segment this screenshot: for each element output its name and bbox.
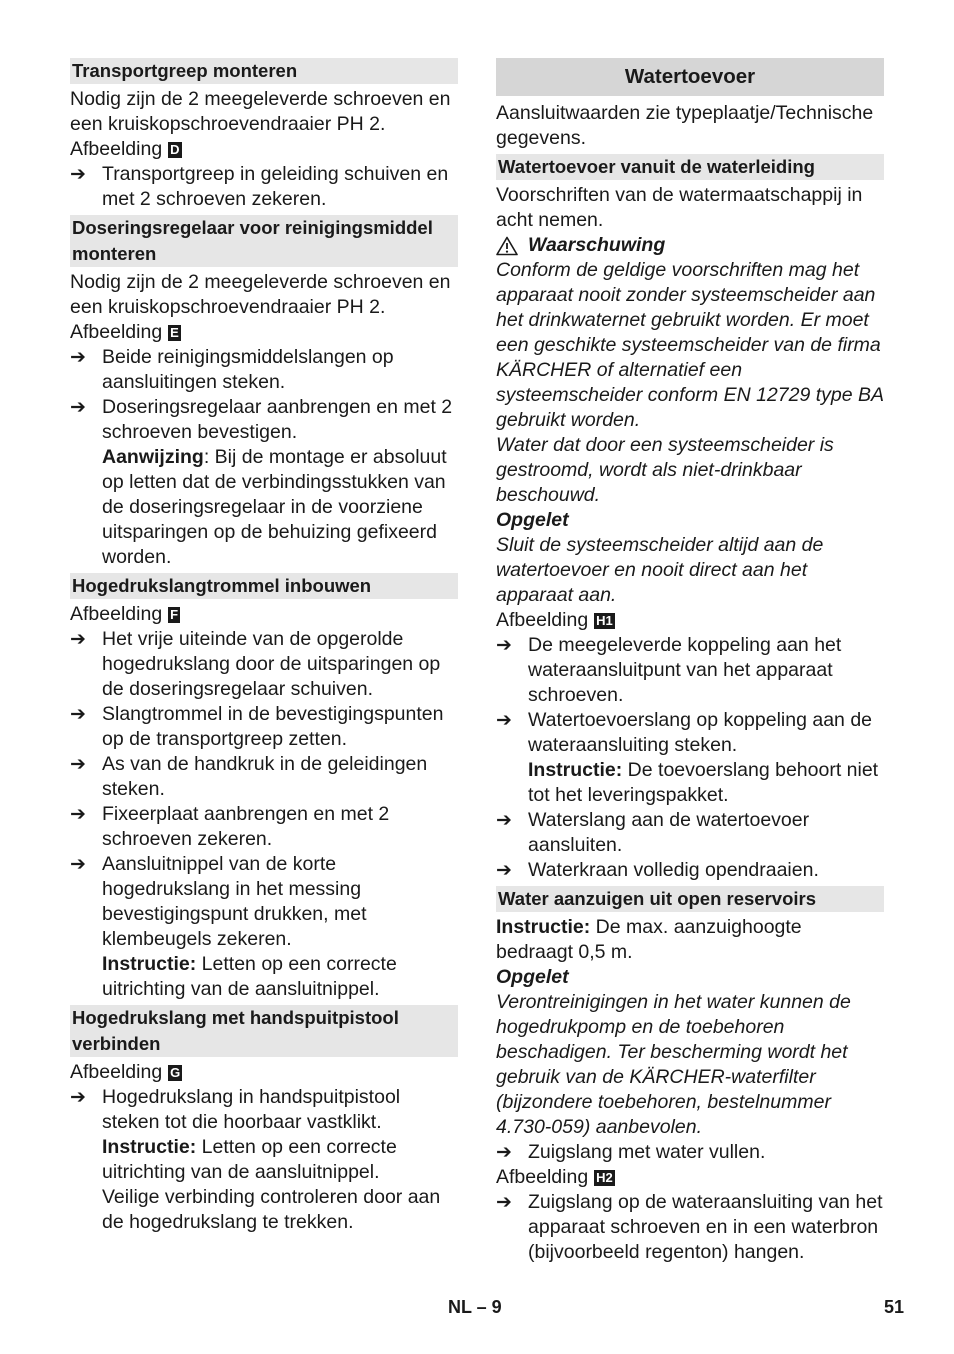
- note-item: [70, 1135, 458, 1185]
- arrow-right-icon: ➔: [70, 164, 86, 185]
- figure-text: Afbeelding: [70, 138, 163, 160]
- figure-reference: [496, 1165, 884, 1190]
- note-item: [70, 445, 458, 570]
- figure-text: Afbeelding: [70, 603, 163, 625]
- figure-reference: [70, 320, 458, 345]
- note-item: [70, 1185, 458, 1235]
- paragraph: Nodig zijn de 2 meegeleverde schroeven en een kruiskopschroevendraaier PH 2.: [70, 88, 451, 135]
- section-heading: Doseringsregelaar voor reinigingsmiddel monteren: [70, 215, 458, 267]
- arrow-right-icon: ➔: [496, 810, 512, 831]
- list-item: [70, 162, 458, 212]
- list-item: [70, 395, 458, 445]
- note-text: Veilige verbinding controleren door aan de hogedrukslang te trekken.: [102, 1186, 441, 1233]
- arrow-right-icon: ➔: [496, 1142, 512, 1163]
- arrow-right-icon: ➔: [70, 804, 86, 825]
- list-item-text: Slangtrommel in de bevestigingspunten op de transportgreep zetten.: [102, 703, 444, 750]
- note-item: [496, 758, 884, 808]
- section-heading: Water aanzuigen uit open reservoirs: [496, 886, 884, 912]
- warning-label: Waarschuwing: [528, 234, 666, 256]
- list-item: [70, 852, 458, 952]
- note-item: [70, 952, 458, 1002]
- list-item-text: As van de handkruk in de geleidingen steken.: [102, 753, 428, 800]
- note-body: De toevoerslang behoort niet tot het leveringspakket.: [528, 759, 879, 806]
- figure-reference: [70, 1060, 458, 1085]
- section-heading: Hogedrukslang met handspuitpistool verbinden: [70, 1005, 458, 1057]
- figure-reference: [70, 602, 458, 627]
- list-item: [496, 1190, 884, 1265]
- list-item-text: Waterkraan volledig opendraaien.: [528, 859, 819, 881]
- figure-text: Afbeelding: [70, 1061, 163, 1083]
- paragraph: Voorschriften van de watermaatschappij in acht nemen.: [496, 184, 863, 231]
- warning-triangle-icon: [496, 236, 518, 256]
- footer-language-page: NL – 9: [448, 1297, 502, 1317]
- figure-label: H1: [596, 613, 613, 628]
- list-item-text: Hogedrukslang in handspuitpistool steken tot die hoorbaar vastklikt.: [102, 1086, 401, 1133]
- figure-label: D: [170, 142, 180, 157]
- list-item: [496, 808, 884, 858]
- section-heading: Transportgreep monteren: [70, 58, 458, 84]
- chapter-heading: Watertoevoer: [496, 58, 884, 96]
- arrow-right-icon: ➔: [70, 1087, 86, 1108]
- caution-text: Sluit de systeemscheider altijd aan de watertoevoer en nooit direct aan het apparaat aan.: [496, 534, 824, 606]
- list-item-text: Doseringsregelaar aanbrengen en met 2 schroeven bevestigen.: [102, 396, 453, 443]
- note-body: Letten op een correcte uitrichting van de aansluitnippel.: [102, 1136, 397, 1183]
- arrow-right-icon: ➔: [496, 1192, 512, 1213]
- arrow-right-icon: ➔: [496, 635, 512, 656]
- list-item-text: Waterslang aan de watertoevoer aansluiten.: [528, 809, 810, 856]
- arrow-right-icon: ➔: [70, 629, 86, 650]
- note-label: Instructie:: [102, 1136, 197, 1158]
- list-item: [496, 708, 884, 758]
- arrow-right-icon: ➔: [70, 854, 86, 875]
- list-item: [496, 1140, 884, 1165]
- list-item-text: Het vrije uiteinde van de opgerolde hogedrukslang door de uitsparingen op de doseringsregelaar schuiven.: [102, 628, 441, 700]
- list-item: [70, 345, 458, 395]
- caution-title: Opgelet: [496, 509, 569, 531]
- section-heading: Watertoevoer vanuit de waterleiding: [496, 154, 884, 180]
- arrow-right-icon: ➔: [70, 397, 86, 418]
- note-text: [102, 1135, 458, 1185]
- warning-title: [496, 233, 884, 258]
- list-item-text: Watertoevoerslang op koppeling aan de wateraansluiting steken.: [528, 709, 873, 756]
- arrow-right-icon: ➔: [70, 754, 86, 775]
- arrow-right-icon: ➔: [496, 710, 512, 731]
- figure-reference: [70, 137, 458, 162]
- list-item-text: De meegeleverde koppeling aan het wateraansluitpunt van het apparaat schroeven.: [528, 634, 842, 706]
- list-item-text: Beide reinigingsmiddelslangen op aansluitingen steken.: [102, 346, 394, 393]
- figure-label: H2: [596, 1170, 613, 1185]
- right-column: [496, 58, 884, 1265]
- arrow-right-icon: ➔: [70, 704, 86, 725]
- list-item-text: Aansluitnippel van de korte hogedrukslang in het messing bevestigingspunt drukken, met klembeugels zekeren.: [102, 853, 367, 950]
- list-item: [496, 633, 884, 708]
- figure-text: Afbeelding: [496, 609, 589, 631]
- list-item: [70, 702, 458, 752]
- arrow-right-icon: ➔: [496, 860, 512, 881]
- paragraph: Aansluitwaarden zie typeplaatje/Technische gegevens.: [496, 102, 874, 149]
- note-paragraph: [496, 915, 884, 965]
- figure-label: G: [170, 1065, 181, 1080]
- figure-label: E: [170, 325, 179, 340]
- arrow-right-icon: ➔: [70, 347, 86, 368]
- page-number: 51: [884, 1297, 905, 1317]
- figure-label: F: [170, 607, 179, 622]
- caution-title: Opgelet: [496, 966, 569, 988]
- note-text: [102, 445, 458, 570]
- note-text: [528, 758, 884, 808]
- list-item: [70, 752, 458, 802]
- warning-text: Water dat door een systeemscheider is gestroomd, wordt als niet-drinkbaar beschouwd.: [496, 434, 834, 506]
- list-item-text: Transportgreep in geleiding schuiven en met 2 schroeven zekeren.: [102, 163, 449, 210]
- figure-reference: [496, 608, 884, 633]
- list-item-text: Zuigslang op de wateraansluiting van het apparaat schroeven en in een waterbron (bijvoorbeeld regenton) hangen.: [528, 1191, 883, 1263]
- list-item: [496, 858, 884, 883]
- paragraph: Nodig zijn de 2 meegeleverde schroeven en een kruiskopschroevendraaier PH 2.: [70, 271, 451, 318]
- figure-text: Afbeelding: [496, 1166, 589, 1188]
- list-item: [70, 802, 458, 852]
- note-label: Instructie:: [496, 916, 591, 938]
- note-label: Instructie:: [528, 759, 623, 781]
- warning-text: Conform de geldige voorschriften mag het apparaat nooit zonder systeemscheider aan het drinkwaternet gebruikt worden. Er moet een geschikte systeemscheider van de firma KÄRCHER of alternatief een systeemscheider conform EN 12729 type BA gebruikt worden.: [496, 259, 884, 431]
- note-label: Instructie:: [102, 953, 197, 975]
- note-label: Aanwijzing: [102, 446, 204, 468]
- list-item: [70, 627, 458, 702]
- list-item-text: Zuigslang met water vullen.: [528, 1141, 766, 1163]
- section-heading: Hogedrukslangtrommel inbouwen: [70, 573, 458, 599]
- note-body: Letten op een correcte uitrichting van de aansluitnippel.: [102, 953, 397, 1000]
- note-body: De max. aanzuighoogte bedraagt 0,5 m.: [496, 916, 802, 963]
- list-item-text: Fixeerplaat aanbrengen en met 2 schroeven zekeren.: [102, 803, 390, 850]
- list-item: [70, 1085, 458, 1135]
- left-column: [70, 58, 458, 1235]
- caution-text: Verontreinigingen in het water kunnen de hogedrukpomp en de toebehoren beschadigen. Ter bescherming wordt het gebruik van de KÄRCHER-waterfilter (bijzondere toebehoren, bestelnummer 4.730-059) aanbevolen.: [496, 991, 851, 1138]
- figure-text: Afbeelding: [70, 321, 163, 343]
- note-body: : Bij de montage er absoluut op letten dat de verbindingsstukken van de doseringsregelaar in de voorziene uitsparingen op de behuizing gefixeerd worden.: [102, 446, 447, 568]
- note-text: [102, 952, 458, 1002]
